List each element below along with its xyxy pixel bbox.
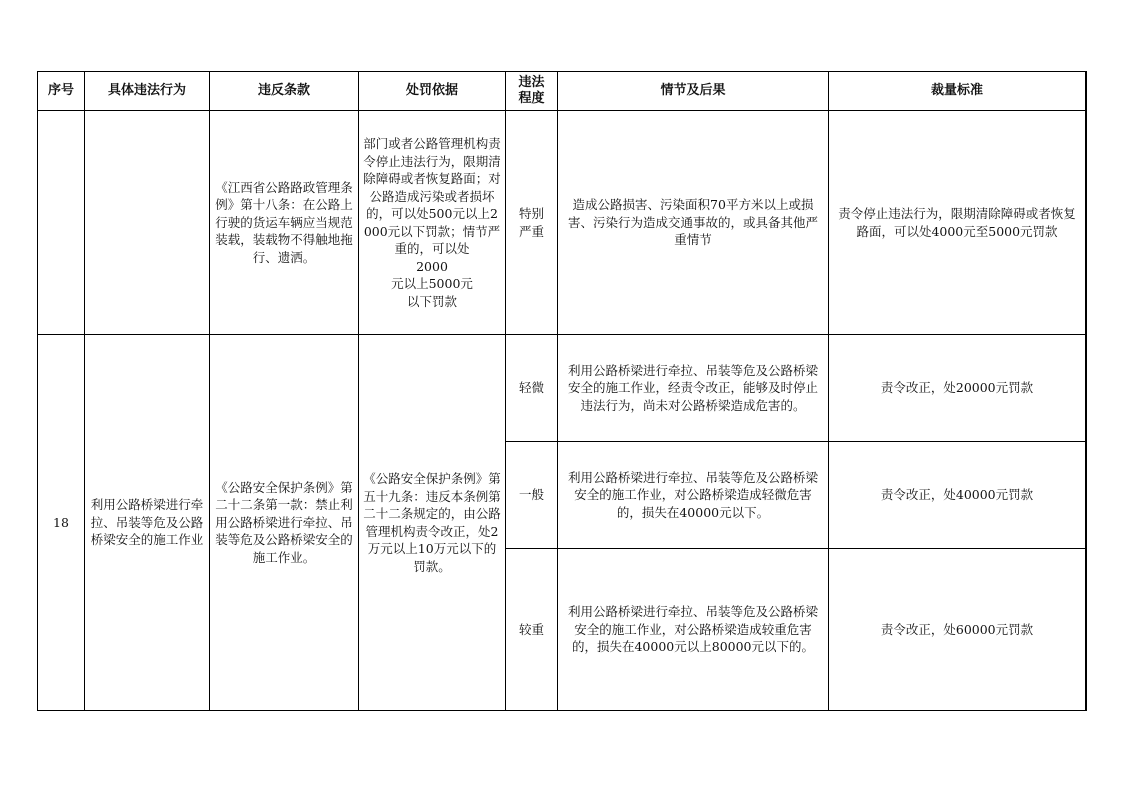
item-seq-cell: 18: [38, 335, 85, 711]
item-basis-cell: 《公路安全保护条例》第五十九条：违反本条例第二十二条规定的，由公路管理机构责令改正，处2万元以上10万元以下的罚款。: [359, 335, 506, 711]
prev-basis-cell: 部门或者公路管理机构责令停止违法行为，限期清除障碍或者恢复路面；对公路造成污染或者损坏的，可以处500元以上2000元以下罚款；情节严重的，可以处 2000 元以上5000元 以下罚款: [359, 111, 506, 335]
level-circumstance-cell: 利用公路桥梁进行牵拉、吊装等危及公路桥梁安全的施工作业，对公路桥梁造成轻微危害的，损失在40000元以下。: [558, 442, 829, 549]
header-row: [38, 72, 1087, 111]
level-standard-cell: 责令改正，处60000元罚款: [829, 549, 1086, 711]
level-standard-cell: 责令改正，处40000元罚款: [829, 442, 1086, 549]
header-degree: 违法 程度: [506, 72, 558, 111]
prev-seq-cell: [38, 111, 85, 335]
header-circumstance: 情节及后果: [558, 72, 829, 111]
prev-standard-cell: 责令停止违法行为，限期清除障碍或者恢复路面，可以处4000元至5000元罚款: [829, 111, 1086, 335]
header-standard: 裁量标准: [829, 72, 1086, 111]
penalty-standard-table: [37, 71, 1087, 711]
level-degree-cell: 一般: [506, 442, 558, 549]
prev-circumstance-cell: 造成公路损害、污染面积70平方米以上或损害、污染行为造成交通事故的，或具备其他严重情节: [558, 111, 829, 335]
level-circumstance-cell: 利用公路桥梁进行牵拉、吊装等危及公路桥梁安全的施工作业，经责令改正，能够及时停止违法行为，尚未对公路桥梁造成危害的。: [558, 335, 829, 442]
prev-note-cell: [1086, 111, 1087, 335]
item-behavior-cell: 利用公路桥梁进行牵拉、吊装等危及公路桥梁安全的施工作业: [85, 335, 210, 711]
header-behavior: 具体违法行为: [85, 72, 210, 111]
level-degree-cell: 轻微: [506, 335, 558, 442]
table-row: [38, 335, 1087, 442]
prev-clause-cell: 《江西省公路路政管理条例》第十八条：在公路上行驶的货运车辆应当规范装载，装载物不得触地拖行、遗洒。: [210, 111, 359, 335]
header-seq: 序号: [38, 72, 85, 111]
level-circumstance-cell: 利用公路桥梁进行牵拉、吊装等危及公路桥梁安全的施工作业，对公路桥梁造成较重危害的，损失在40000元以上80000元以下的。: [558, 549, 829, 711]
item-note-cell: [1086, 335, 1087, 711]
table-row: [38, 111, 1087, 335]
level-standard-cell: 责令改正，处20000元罚款: [829, 335, 1086, 442]
header-basis: 处罚依据: [359, 72, 506, 111]
header-clause: 违反条款: [210, 72, 359, 111]
header-note: [1086, 72, 1087, 111]
prev-behavior-cell: [85, 111, 210, 335]
item-clause-cell: 《公路安全保护条例》第二十二条第一款：禁止利用公路桥梁进行牵拉、吊装等危及公路桥梁安全的施工作业。: [210, 335, 359, 711]
level-degree-cell: 较重: [506, 549, 558, 711]
prev-degree-cell: 特别 严重: [506, 111, 558, 335]
